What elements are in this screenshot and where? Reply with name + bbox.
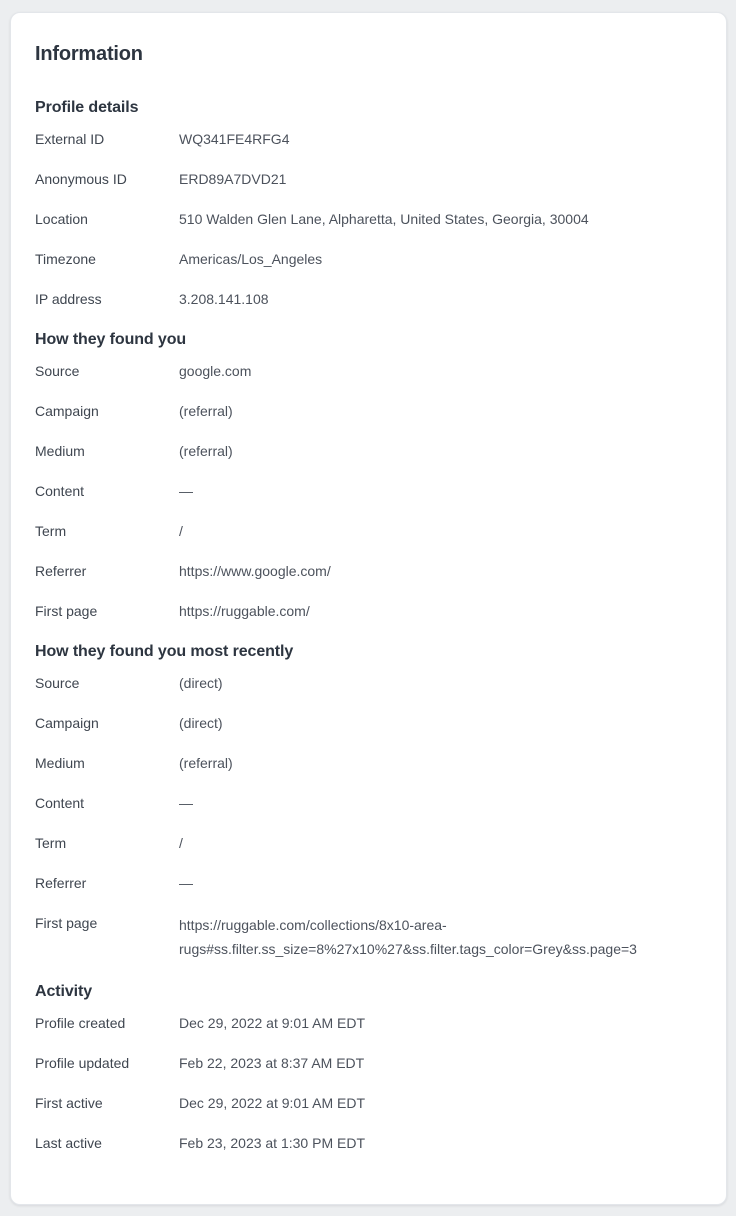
section-heading-profile-details: Profile details bbox=[35, 99, 139, 116]
row-profile-created bbox=[35, 1013, 702, 1033]
row-recent-referrer bbox=[35, 873, 702, 893]
row-label: First page bbox=[35, 915, 98, 931]
row-label: Content bbox=[35, 483, 85, 499]
row-recent-first-page bbox=[35, 913, 702, 961]
section-how-they-found-you-most-recently bbox=[35, 641, 702, 961]
row-recent-campaign bbox=[35, 713, 702, 733]
row-first-touch-referrer bbox=[35, 561, 702, 581]
row-value: https://ruggable.com/collections/8x10-area-rugs#ss.filter.ss_size=8%27x10%27&ss.filter.tags_color=Grey&ss.page=3 bbox=[179, 917, 637, 957]
information-card bbox=[10, 12, 727, 1205]
row-label: Referrer bbox=[35, 875, 87, 891]
row-recent-content bbox=[35, 793, 702, 813]
row-ip-address bbox=[35, 289, 702, 309]
row-first-active bbox=[35, 1093, 702, 1113]
row-value: WQ341FE4RFG4 bbox=[179, 131, 290, 147]
row-value: — bbox=[179, 875, 193, 891]
section-heading-most-recently: How they found you most recently bbox=[35, 643, 294, 660]
row-label: IP address bbox=[35, 291, 102, 307]
row-label: Location bbox=[35, 211, 88, 227]
row-value: / bbox=[179, 523, 183, 539]
row-label: Source bbox=[35, 363, 80, 379]
row-value: Feb 22, 2023 at 8:37 AM EDT bbox=[179, 1055, 365, 1071]
row-profile-updated bbox=[35, 1053, 702, 1073]
row-last-active bbox=[35, 1133, 702, 1153]
row-label: Source bbox=[35, 675, 80, 691]
row-value: (referral) bbox=[179, 755, 233, 771]
row-value: https://www.google.com/ bbox=[179, 563, 331, 579]
section-heading-how-they-found-you: How they found you bbox=[35, 331, 187, 348]
row-label: Term bbox=[35, 523, 67, 539]
row-recent-term bbox=[35, 833, 702, 853]
row-label: External ID bbox=[35, 131, 105, 147]
row-label: Last active bbox=[35, 1135, 102, 1151]
row-label: Medium bbox=[35, 443, 85, 459]
row-location bbox=[35, 209, 702, 229]
row-value: — bbox=[179, 795, 193, 811]
row-first-touch-source bbox=[35, 361, 702, 381]
row-value: 510 Walden Glen Lane, Alpharetta, United States, Georgia, 30004 bbox=[179, 211, 589, 227]
row-value: ERD89A7DVD21 bbox=[179, 171, 287, 187]
row-value: Dec 29, 2022 at 9:01 AM EDT bbox=[179, 1095, 365, 1111]
page-title: Information bbox=[35, 43, 143, 65]
row-label: Medium bbox=[35, 755, 85, 771]
row-anonymous-id bbox=[35, 169, 702, 189]
row-value: Dec 29, 2022 at 9:01 AM EDT bbox=[179, 1015, 365, 1031]
row-value: — bbox=[179, 483, 193, 499]
row-value: (direct) bbox=[179, 675, 223, 691]
row-external-id bbox=[35, 129, 702, 149]
row-label: Anonymous ID bbox=[35, 171, 127, 187]
row-label: Referrer bbox=[35, 563, 87, 579]
row-label: Term bbox=[35, 835, 67, 851]
row-value: (referral) bbox=[179, 403, 233, 419]
row-value: https://ruggable.com/ bbox=[179, 603, 310, 619]
row-first-touch-campaign bbox=[35, 401, 702, 421]
section-profile-details bbox=[35, 97, 702, 309]
row-label: Campaign bbox=[35, 715, 99, 731]
row-timezone bbox=[35, 249, 702, 269]
row-value: 3.208.141.108 bbox=[179, 291, 269, 307]
row-first-touch-medium bbox=[35, 441, 702, 461]
section-heading-activity: Activity bbox=[35, 983, 92, 1000]
row-value: / bbox=[179, 835, 183, 851]
row-recent-medium bbox=[35, 753, 702, 773]
row-first-touch-first-page bbox=[35, 601, 702, 621]
row-label: First active bbox=[35, 1095, 103, 1111]
row-first-touch-content bbox=[35, 481, 702, 501]
row-value: Americas/Los_Angeles bbox=[179, 251, 323, 267]
row-value: (direct) bbox=[179, 715, 223, 731]
row-value: Feb 23, 2023 at 1:30 PM EDT bbox=[179, 1135, 365, 1151]
row-first-touch-term bbox=[35, 521, 702, 541]
row-label: Profile updated bbox=[35, 1055, 130, 1071]
row-label: Timezone bbox=[35, 251, 96, 267]
row-value: (referral) bbox=[179, 443, 233, 459]
row-label: First page bbox=[35, 603, 98, 619]
row-recent-source bbox=[35, 673, 702, 693]
section-activity bbox=[35, 981, 702, 1153]
row-label: Profile created bbox=[35, 1015, 126, 1031]
row-value: google.com bbox=[179, 363, 252, 379]
row-label: Content bbox=[35, 795, 85, 811]
row-label: Campaign bbox=[35, 403, 99, 419]
section-how-they-found-you bbox=[35, 329, 702, 621]
